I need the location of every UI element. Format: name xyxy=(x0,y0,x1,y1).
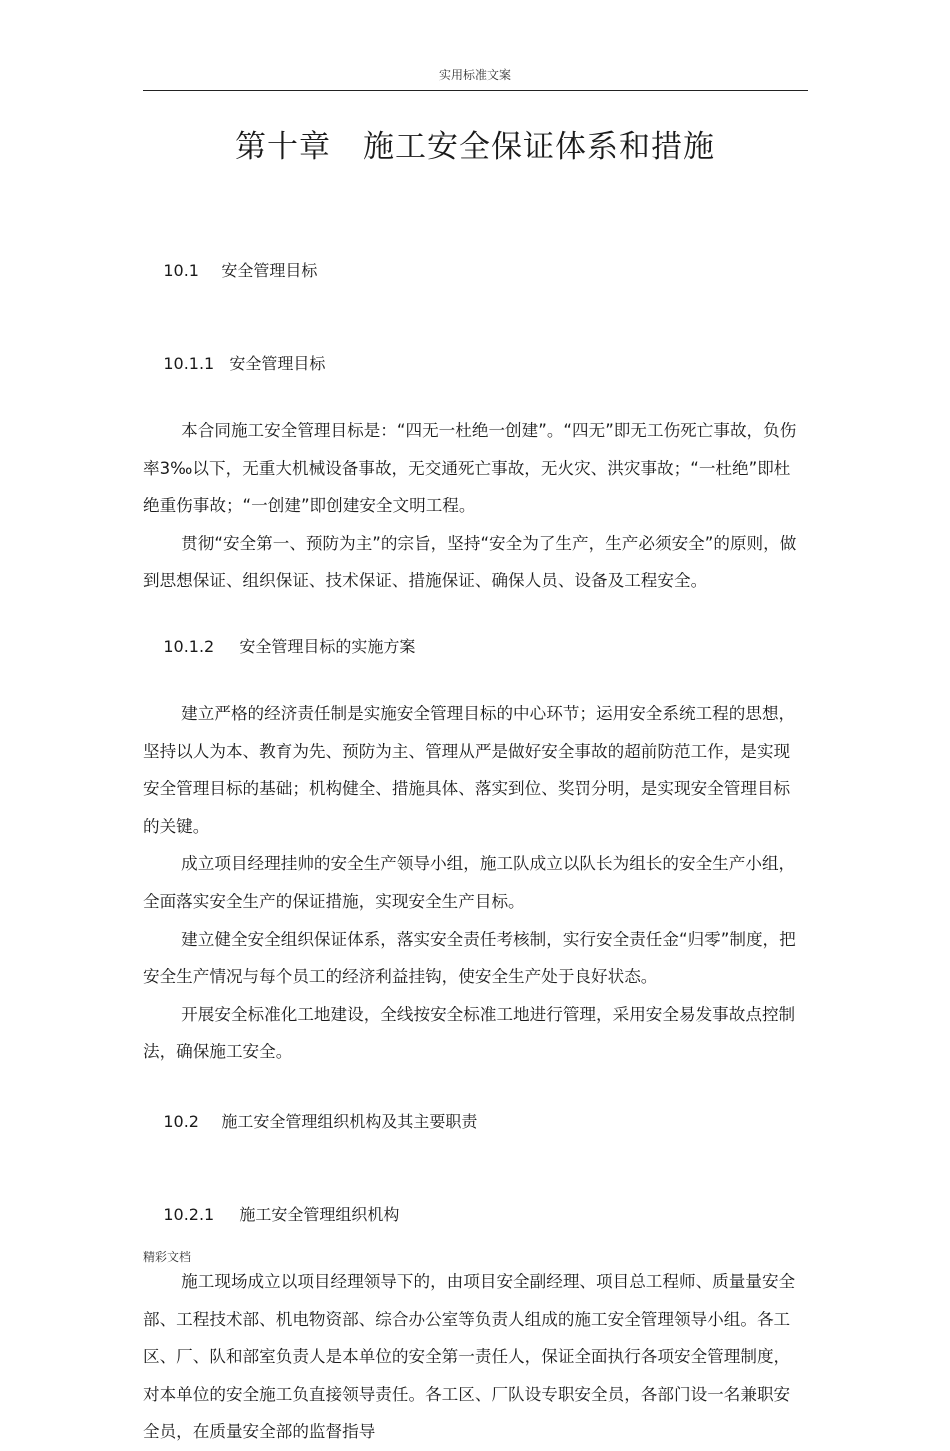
page-header: 实用标准文案 xyxy=(438,68,511,82)
paragraph: 施工现场成立以项目经理领导下的，由项目安全副经理、项目总工程师、质量量安全部、工程技术部、机电物资部、综合办公室等负责人组成的施工安全管理领导小组。各工区、厂、队和部室负责人是本单位的安全第一责任人，保证全面执行各项安全管理制度，对本单位的安全施工负直接领导责任。各工区、厂队设专职安全员，各部门设一名兼职安全员，在质量安全部的监督指导 xyxy=(143,1271,796,1442)
section-title: 施工安全管理组织机构及其主要职责 xyxy=(221,1111,478,1131)
section-number: 10.1.1 xyxy=(163,354,215,373)
section-heading-10-2 xyxy=(143,1075,803,1168)
page-footer: 精彩文档 xyxy=(143,1250,192,1264)
section-number: 10.1 xyxy=(163,261,199,280)
section-heading-10-1-2 xyxy=(143,600,803,693)
section-title: 施工安全管理组织机构 xyxy=(239,1204,400,1224)
paragraph: 本合同施工安全管理目标是：“四无一杜绝一创建”。“四无”即无工伤死亡事故，负伤率3‰以下，无重大机械设备事故，无交通死亡事故，无火灾、洪灾事故；“一杜绝”即杜绝重伤事故；“一创建”即创建安全文明工程。 xyxy=(143,421,797,516)
section-title: 安全管理目标的实施方案 xyxy=(239,636,416,656)
chapter-title: 第十章 施工安全保证体系和措施 xyxy=(235,129,715,165)
paragraph: 建立健全安全组织保证体系，落实安全责任考核制，实行安全责任金“归零”制度，把安全生产情况与每个员工的经济利益挂钩，使安全生产处于良好状态。 xyxy=(143,929,796,987)
document-body xyxy=(143,224,803,1451)
section-heading-10-1 xyxy=(143,224,803,317)
section-number: 10.2 xyxy=(163,1111,199,1131)
section-number: 10.2.1 xyxy=(163,1204,215,1224)
section-heading-10-1-1 xyxy=(143,317,803,410)
paragraph: 成立项目经理挂帅的安全生产领导小组，施工队成立以队长为组长的安全生产小组，全面落实安全生产的保证措施，实现安全生产目标。 xyxy=(143,854,796,911)
paragraph: 建立严格的经济责任制是实施安全管理目标的中心环节；运用安全系统工程的思想，坚持以人为本、教育为先、预防为主、管理从严是做好安全事故的超前防范工作，是实现安全管理目标的基础；机构健全、措施具体、落实到位、奖罚分明，是实现安全管理目标的关键。 xyxy=(143,703,796,836)
header-divider xyxy=(143,90,808,91)
section-heading-10-2-1 xyxy=(143,1168,803,1261)
section-number: 10.1.2 xyxy=(163,636,215,656)
section-title: 安全管理目标 xyxy=(221,261,318,280)
paragraph: 贯彻“安全第一、预防为主”的宗旨，坚持“安全为了生产，生产必须安全”的原则，做到思想保证、组织保证、技术保证、措施保证、确保人员、设备及工程安全。 xyxy=(143,533,797,591)
paragraph: 开展安全标准化工地建设，全线按安全标准工地进行管理，采用安全易发事故点控制法，确保施工安全。 xyxy=(143,1004,796,1062)
section-title: 安全管理目标 xyxy=(229,354,326,373)
